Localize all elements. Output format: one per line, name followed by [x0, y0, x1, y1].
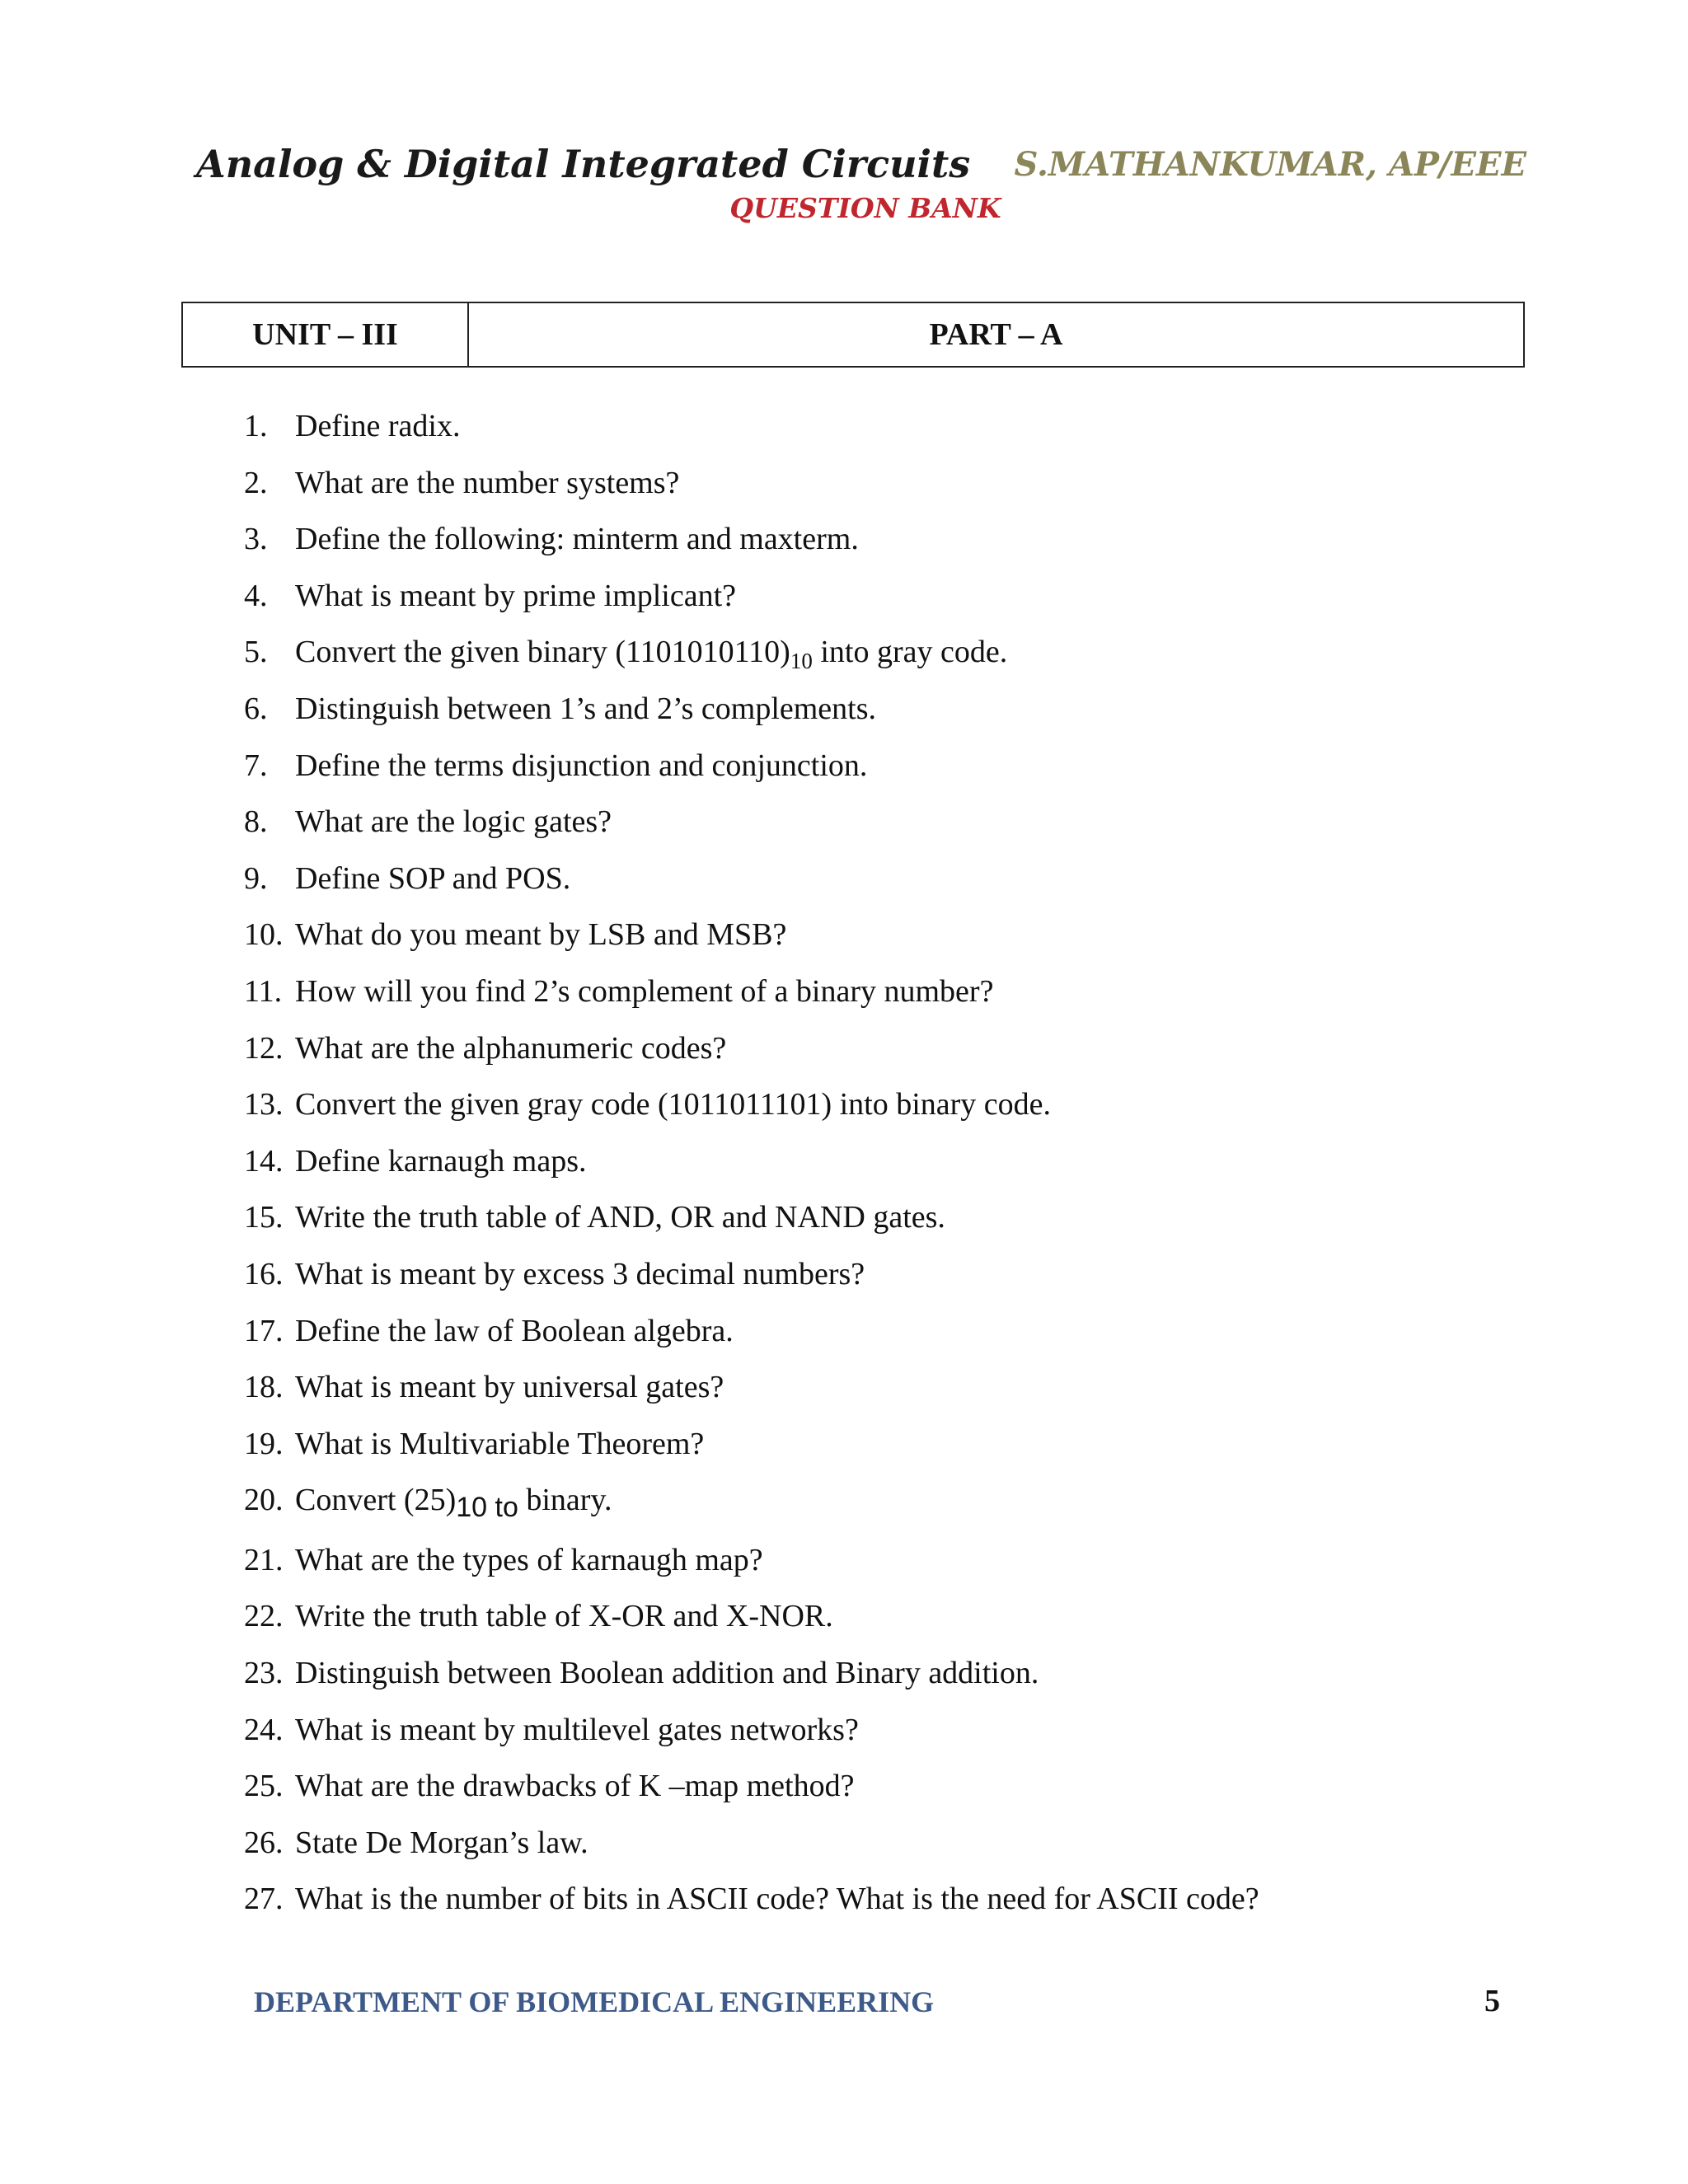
footer-department: DEPARTMENT OF BIOMEDICAL ENGINEERING: [254, 1985, 935, 2018]
question-item: [244, 1594, 1259, 1651]
question-number: 22.: [244, 1599, 284, 1634]
question-number: 4.: [244, 578, 268, 613]
question-number: 7.: [244, 748, 268, 783]
question-item: [244, 1139, 1259, 1196]
subscript: 10: [790, 649, 813, 674]
question-text: What do you meant by LSB and MSB?: [295, 917, 787, 953]
question-item: [244, 1821, 1259, 1877]
question-item: [244, 630, 1259, 687]
unit-cell: UNIT – III: [183, 303, 469, 366]
question-item: [244, 404, 1259, 461]
question-number: 6.: [244, 691, 268, 726]
question-text: What is the number of bits in ASCII code? What is the need for ASCII code?: [295, 1882, 1259, 1917]
question-item: [244, 1478, 1259, 1538]
page-number: 5: [1484, 1984, 1500, 2018]
question-text: Define the terms disjunction and conjunction.: [295, 748, 868, 783]
question-item: [244, 856, 1259, 913]
question-number: 21.: [244, 1542, 284, 1577]
question-text: Define the law of Boolean algebra.: [295, 1313, 734, 1348]
question-item: [244, 1708, 1259, 1765]
question-text: What are the alphanumeric codes?: [295, 1030, 727, 1066]
question-text: What is meant by excess 3 decimal numbers?: [295, 1256, 865, 1291]
question-item: [244, 1026, 1259, 1083]
question-item: [244, 743, 1259, 800]
question-text-post: binary.: [518, 1483, 612, 1518]
question-item: [244, 1651, 1259, 1708]
question-number: 24.: [244, 1712, 284, 1747]
question-number: 17.: [244, 1313, 284, 1348]
question-number: 16.: [244, 1256, 284, 1291]
question-text-post: into gray code.: [812, 635, 1008, 670]
question-text: Define the following: minterm and maxterm.: [295, 522, 859, 557]
question-number: 19.: [244, 1426, 284, 1461]
question-item: [244, 461, 1259, 518]
question-text: Distinguish between 1’s and 2’s complements.: [295, 691, 877, 726]
question-number: 11.: [244, 973, 283, 1009]
question-text: What are the drawbacks of K –map method?: [295, 1769, 855, 1804]
section-subtitle: QUESTION BANK: [729, 192, 1001, 224]
question-text: Define karnaugh maps.: [295, 1143, 587, 1179]
question-number: 23.: [244, 1656, 284, 1691]
question-item: [244, 1365, 1259, 1422]
question-text: What is Multivariable Theorem?: [295, 1426, 705, 1461]
question-number: 12.: [244, 1030, 284, 1066]
question-text: [295, 630, 1007, 687]
question-number: 8.: [244, 804, 268, 840]
question-number: 15.: [244, 1200, 284, 1235]
question-item: [244, 1538, 1259, 1595]
question-text: What is meant by universal gates?: [295, 1370, 724, 1405]
question-item: [244, 1422, 1259, 1479]
question-text: Distinguish between Boolean addition and Binary addition.: [295, 1656, 1039, 1691]
question-item: [244, 1252, 1259, 1309]
question-number: 9.: [244, 860, 268, 896]
unit-part-table: [181, 302, 1525, 368]
question-item: [244, 799, 1259, 856]
question-item: [244, 574, 1259, 630]
question-text: What is meant by prime implicant?: [295, 578, 737, 613]
question-text: What are the types of karnaugh map?: [295, 1542, 763, 1577]
question-text: Write the truth table of X-OR and X-NOR.: [295, 1599, 833, 1634]
question-item: [244, 969, 1259, 1026]
question-text: What are the number systems?: [295, 465, 680, 500]
question-number: 10.: [244, 917, 284, 953]
question-item: [244, 912, 1259, 969]
question-text-pre: Convert the given binary (1101010110): [295, 635, 790, 670]
question-number: 26.: [244, 1825, 284, 1860]
question-text: What is meant by multilevel gates networks?: [295, 1712, 859, 1747]
question-text: Write the truth table of AND, OR and NAND gates.: [295, 1200, 945, 1235]
question-text: Convert the given gray code (1011011101) into binary code.: [295, 1087, 1052, 1122]
question-number: 18.: [244, 1370, 284, 1405]
question-item: [244, 687, 1259, 743]
question-number: 20.: [244, 1483, 284, 1518]
document-title: Analog & Digital Integrated Circuits: [196, 142, 971, 186]
question-item: [244, 1195, 1259, 1252]
question-number: 3.: [244, 522, 268, 557]
question-text: How will you find 2’s complement of a binary number?: [295, 973, 994, 1009]
question-text-pre: Convert (25): [295, 1483, 457, 1518]
question-list: [244, 404, 1259, 1933]
question-text: [295, 1478, 612, 1538]
part-cell: PART – A: [929, 317, 1063, 352]
question-text: State De Morgan’s law.: [295, 1825, 588, 1860]
question-number: 14.: [244, 1143, 284, 1179]
question-item: [244, 1082, 1259, 1139]
question-number: 27.: [244, 1882, 284, 1917]
question-item: [244, 1764, 1259, 1821]
question-number: 25.: [244, 1769, 284, 1804]
question-number: 2.: [244, 465, 268, 500]
author-name: S.MATHANKUMAR, AP/EEE: [1014, 145, 1526, 184]
subscript: 10 to: [456, 1492, 518, 1524]
question-item: [244, 517, 1259, 574]
question-item: [244, 1309, 1259, 1366]
question-text: What are the logic gates?: [295, 804, 612, 840]
question-item: [244, 1877, 1259, 1933]
question-number: 1.: [244, 409, 268, 443]
question-text: Define radix.: [295, 409, 461, 443]
question-text: Define SOP and POS.: [295, 860, 571, 896]
question-number: 5.: [244, 635, 268, 670]
question-number: 13.: [244, 1087, 284, 1122]
